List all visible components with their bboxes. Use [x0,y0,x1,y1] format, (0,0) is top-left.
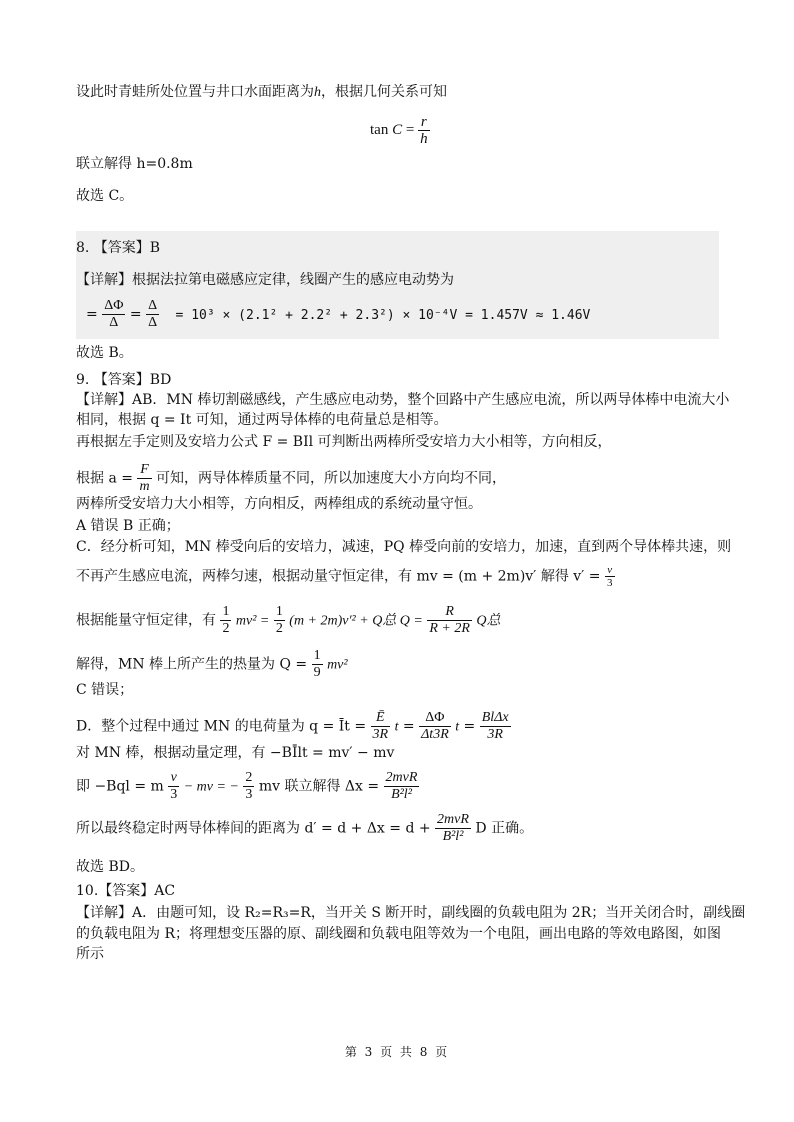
frac-1-9 [312,648,323,681]
text: 所以最终稳定时两导体棒间的距离为 d′ = d + Δx = d + [76,820,431,837]
frac-den: Δ [148,315,158,330]
frac-num: BlΔx [481,710,509,725]
q10-detail-2: 的负载电阻为 R；将理想变压器的原、副线圈和负载电阻等效为一个电阻，画出电路的等效电路图，如图 [76,926,721,942]
frac-den: 3R [372,727,389,742]
frac-num: 1 [275,604,283,619]
q9-detail-5: 两棒所受安培力大小相等，方向相反，两棒组成的系统动量守恒。 [76,496,482,512]
q9-detail-1: 【详解】AB．MN 棒切割磁感线，产生感应电动势，整个回路中产生感应电流，所以两导体棒中电流大小 [76,392,730,408]
intro-line [76,82,447,103]
text: 根据 a = [76,470,133,487]
frac-num: 1 [313,648,321,663]
solve-line: 联立解得 h=0.8m [76,156,193,172]
q10-detail-1: 【详解】A．由题可知，设 R₂=R₃=R，当开关 S 断开时，副线圈的负载电阻为 2R；当开关闭合时，副线圈 [76,905,746,921]
frac-v-3 [605,564,615,589]
equation-tanC: tan C = $\frac{r}{h}$ [370,114,428,147]
text: mv² [327,657,348,673]
q8-equation-value: = 10³ × (2.1² + 2.2² + 2.3²) × 10⁻⁴V = 1.457V ≈ 1.46V [175,307,591,323]
q9-detail-9 [76,604,500,637]
frac-den: 3 [245,787,253,802]
text: − mv = − [183,779,239,795]
q9-detail-8 [76,564,615,589]
text: (m + 2m)v′² + Q总 Q = [289,613,423,629]
frac-den: B²l² [442,829,464,844]
text: D 正确。 [475,820,534,837]
frac-num: ΔΦ [104,298,124,313]
frac-num: Δ [148,298,158,313]
q9-detail-2: 相同，根据 q = It 可知，通过两导体棒的电荷量总是相等。 [76,412,448,428]
q9-detail-7: C．经分析可知，MN 棒受向后的安培力，减速，PQ 棒受向前的安培力，加速，直到两个导体棒共速，则 [76,539,732,555]
frac-den: 2 [222,621,230,636]
frac-den: 3R [487,727,503,742]
q8-frac-2 [146,298,159,331]
frac-den: m [139,479,150,494]
q9-detail-14 [76,770,419,803]
q9-detail-13: 对 MN 棒，根据动量定理，有 −BĪlt = mv′ − mv [76,745,395,761]
frac-den: 3 [170,787,178,802]
frac-E-3R [371,710,391,743]
frac-num: 1 [222,604,230,619]
q9-detail-4 [76,462,506,495]
frac-v-3 [168,770,179,803]
text: mv 联立解得 Δx = [258,778,380,795]
frac-num: v [605,564,615,577]
frac-half-2 [274,604,285,637]
frac-dphi [419,710,451,743]
frac-2-3 [243,770,254,803]
frac-Bldx [480,710,511,743]
page-footer: 第 3 页 共 8 页 [344,1045,450,1059]
eq-var-C: C [392,121,403,138]
q8-equation: = $\frac{\Delta\Phi}{\Delta}$ = $\frac{\Delta}{\Delta}$ = 10³ × (2.1² + 2.2² + 2.3²) × 10⁻⁴V = 1.457V ≈ 1.46V [86,298,591,330]
eq-tan: tan [370,121,389,138]
text: 即 −Bql = m [76,778,164,795]
var-h: h [314,85,321,100]
frac-num: ΔΦ [419,710,451,727]
frac-den: 2 [275,621,283,636]
q9-detail-10 [76,648,348,681]
frac-half [220,604,231,637]
q9-detail-3: 再根据左手定则及安培力公式 F = BIl 可判断出两棒所受安培力大小相等，方向相反， [76,434,612,450]
frac-R [427,604,472,637]
frac-den: Δ [109,315,119,330]
frac-num: r [418,114,430,131]
text: 解得，MN 棒上所产生的热量为 Q = [76,656,308,673]
intro-text: 设此时青蛙所处位置与井口水面距离为 [76,84,314,100]
frac-den: R + 2R [429,621,470,636]
q8-frac-1 [102,298,125,331]
q9-end: 故选 BD。 [76,859,144,875]
q10-detail-3: 所示 [76,946,104,962]
frac-F-m [137,462,151,495]
text: 根据能量守恒定律，有 [76,612,216,629]
frac-den: h [420,131,428,147]
q8-detail: 【详解】根据法拉第电磁感应定律，线圈产生的感应电动势为 [76,272,454,288]
text: mv² = [235,613,270,629]
frac-den: B²l² [391,787,412,802]
frac-num: v [168,770,179,787]
frac-num: 2mvR [385,770,418,785]
q9-detail-12: D．整个过程中通过 MN 的电荷量为 q = Īt = $\frac{Ē}{3R}$ t = $\frac{\Delta\Phi}{\Delta t3R}$ t = $\frac{\text{BlΔx}}{3R}$ [76,710,509,742]
q8-answer: 8. 【答案】B [76,240,161,256]
q9-detail-6: A 错误 B 正确； [76,518,180,534]
q9-detail-11: C 错误； [76,682,134,698]
q8-end: 故选 B。 [76,345,133,361]
text: Q总 [476,613,501,629]
frac-num: F [137,462,151,479]
q10-answer: 10.【答案】AC [76,883,176,899]
text: 不再产生感应电流，两棒匀速，根据动量守恒定律，有 mv = (m + 2m)v′ 解得 v′ = [76,568,601,585]
frac-num: 2 [245,770,253,785]
q9-answer: 9. 【答案】BD [76,372,172,388]
frac-den: 3 [607,577,613,589]
frac-den: Δt3R [421,727,449,742]
choose-c-line: 故选 C。 [76,188,134,204]
frac-num: 2mvR [437,812,469,827]
intro-tail: ，根据几何关系可知 [321,84,447,100]
frac-num: Ē [371,710,391,727]
frac-num: R [427,604,472,621]
q9-detail-15 [76,812,533,845]
frac-2mvR [384,770,420,803]
text: 可知，两导体棒质量不同，所以加速度大小方向均不同， [156,470,507,487]
frac-den: 9 [313,665,321,680]
text: D．整个过程中通过 MN 的电荷量为 q = Īt = [76,718,367,735]
eq-fraction [418,114,430,147]
frac-2mvR-2 [435,812,471,845]
